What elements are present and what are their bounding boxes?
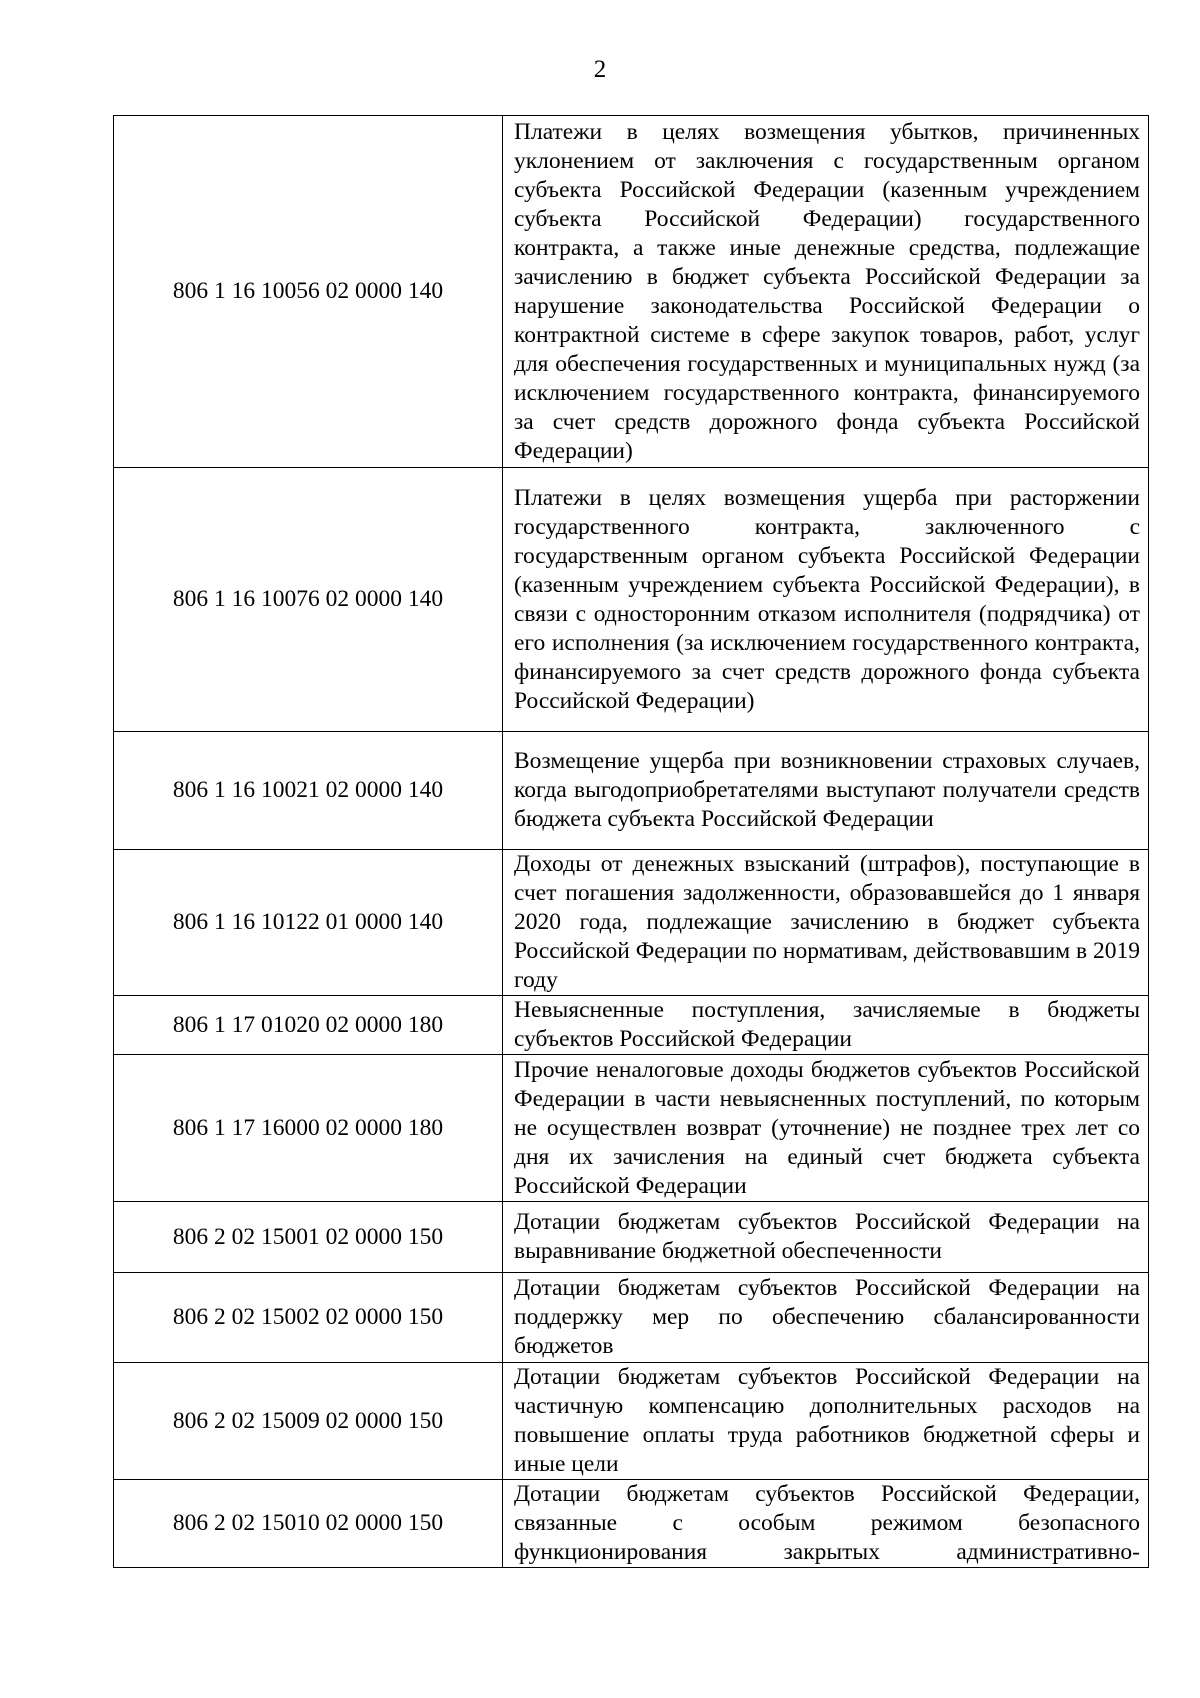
revenue-code-cell: 806 2 02 15001 02 0000 150: [114, 1202, 503, 1273]
revenue-code-cell: 806 1 16 10056 02 0000 140: [114, 116, 503, 468]
revenue-description-cell: Возмещение ущерба при возникновении страховых случаев, когда выгодоприобретателями выступают получатели средств бюджета субъекта Российской Федерации: [503, 732, 1149, 850]
revenue-description-cell: Дотации бюджетам субъектов Российской Федерации на частичную компенсацию дополнительных расходов на повышение оплаты труда работников бюджетной сферы и иные цели: [503, 1363, 1149, 1480]
table-row: [114, 1363, 1149, 1480]
table-row: [114, 732, 1149, 850]
revenue-description-cell: Прочие неналоговые доходы бюджетов субъектов Российской Федерации в части невыясненных поступлений, по которым не осуществлен возврат (уточнение) не позднее трех лет со дня их зачисления на единый счет бюджета субъекта Российской Федерации: [503, 1055, 1149, 1202]
revenue-code-cell: 806 2 02 15002 02 0000 150: [114, 1273, 503, 1363]
revenue-code-cell: 806 1 16 10021 02 0000 140: [114, 732, 503, 850]
table-row: [114, 1480, 1149, 1568]
revenue-code-cell: 806 1 17 16000 02 0000 180: [114, 1055, 503, 1202]
revenue-description-cell: Доходы от денежных взысканий (штрафов), поступающие в счет погашения задолженности, образовавшейся до 1 января 2020 года, подлежащие зачислению в бюджет субъекта Российской Федерации по нормативам, действовавшим в 2019 году: [503, 850, 1149, 996]
table-row: [114, 468, 1149, 732]
revenue-code-cell: 806 1 16 10122 01 0000 140: [114, 850, 503, 996]
revenue-code-cell: 806 2 02 15010 02 0000 150: [114, 1480, 503, 1568]
revenue-code-cell: 806 1 16 10076 02 0000 140: [114, 468, 503, 732]
revenue-code-cell: 806 1 17 01020 02 0000 180: [114, 996, 503, 1055]
table-row: [114, 116, 1149, 468]
revenue-code-cell: 806 2 02 15009 02 0000 150: [114, 1363, 503, 1480]
revenue-description-cell: Дотации бюджетам субъектов Российской Федерации на поддержку мер по обеспечению сбалансированности бюджетов: [503, 1273, 1149, 1363]
revenue-description-cell: Дотации бюджетам субъектов Российской Федерации, связанные с особым режимом безопасного функционирования закрытых административно-: [503, 1480, 1149, 1568]
revenue-codes-table: [113, 115, 1149, 1568]
revenue-description-cell: Невыясненные поступления, зачисляемые в бюджеты субъектов Российской Федерации: [503, 996, 1149, 1055]
table-row: [114, 1055, 1149, 1202]
table-row: [114, 1273, 1149, 1363]
page-number: 2: [593, 56, 607, 83]
table-row: [114, 996, 1149, 1055]
table-row: [114, 850, 1149, 996]
table-row: [114, 1202, 1149, 1273]
revenue-description-cell: Платежи в целях возмещения ущерба при расторжении государственного контракта, заключенного с государственным органом субъекта Российской Федерации (казенным учреждением субъекта Российской Федерации), в связи с односторонним отказом исполнителя (подрядчика) от его исполнения (за исключением государственного контракта, финансируемого за счет средств дорожного фонда субъекта Российской Федерации): [503, 468, 1149, 732]
revenue-description-cell: Платежи в целях возмещения убытков, причиненных уклонением от заключения с государственным органом субъекта Российской Федерации (казенным учреждением субъекта Российской Федерации) государственного контракта, а также иные денежные средства, подлежащие зачислению в бюджет субъекта Российской Федерации за нарушение законодательства Российской Федерации о контрактной системе в сфере закупок товаров, работ, услуг для обеспечения государственных и муниципальных нужд (за исключением государственного контракта, финансируемого за счет средств дорожного фонда субъекта Российской Федерации): [503, 116, 1149, 468]
revenue-description-cell: Дотации бюджетам субъектов Российской Федерации на выравнивание бюджетной обеспеченности: [503, 1202, 1149, 1273]
